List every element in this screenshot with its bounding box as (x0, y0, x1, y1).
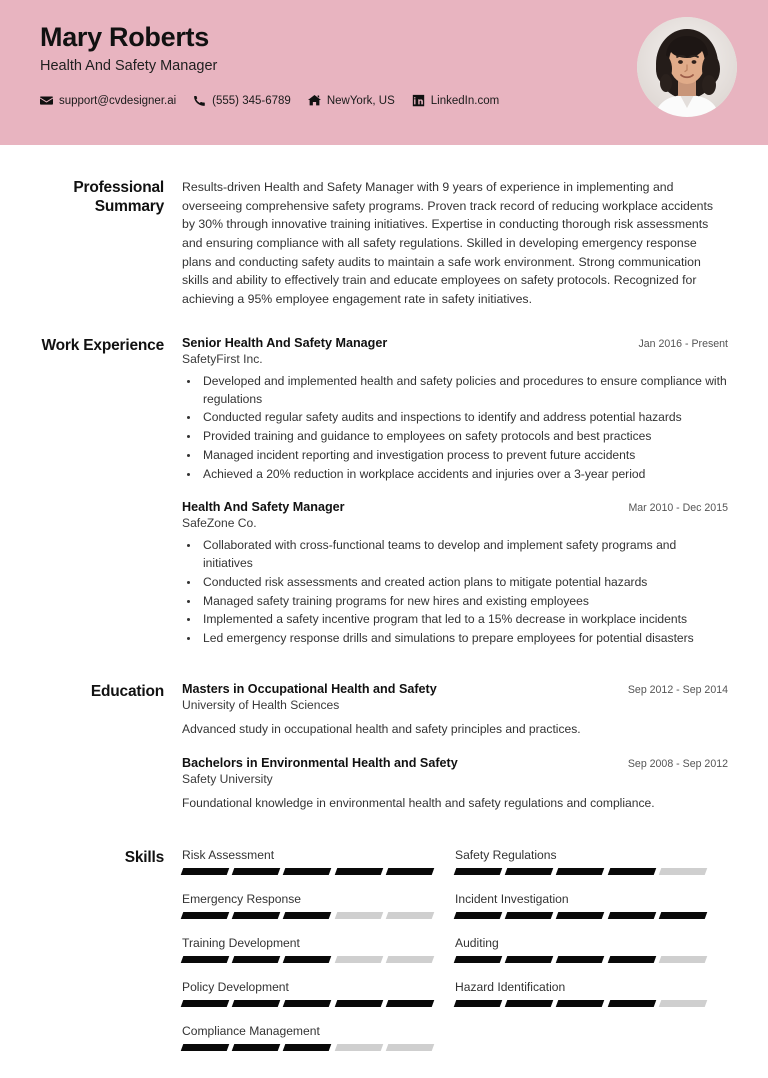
skill-level-bar (182, 956, 433, 963)
skill-level-segment (232, 1044, 281, 1051)
list-item: • Collaborated with cross-functional teams to develop and implement safety programs and initiatives (200, 537, 728, 573)
page-title: Mary Roberts (40, 22, 209, 52)
skill-name: Hazard Identification (455, 980, 566, 995)
skill-level-segment (181, 1044, 230, 1051)
skill-level-segment (386, 1044, 435, 1051)
envelope-icon (40, 94, 53, 107)
skill-item (182, 1024, 455, 1051)
education-description: Advanced study in occupational health and safety principles and practices. (182, 722, 581, 736)
skill-level-bar (455, 912, 706, 919)
work-date: Mar 2010 - Dec 2015 (628, 502, 728, 515)
skill-level-segment (232, 1000, 281, 1007)
skill-item (182, 892, 455, 919)
list-item: • Led emergency response drills and simulations to prepare employees for potential disasters (200, 630, 728, 648)
education-degree: Masters in Occupational Health and Safety (182, 682, 437, 696)
skill-level-segment (505, 1000, 554, 1007)
work-entry (182, 500, 728, 648)
education-description: Foundational knowledge in environmental health and safety regulations and compliance. (182, 795, 655, 810)
skill-name: Emergency Response (182, 892, 301, 907)
list-item: • Developed and implemented health and safety policies and procedures to ensure compliance with regulations (200, 373, 728, 409)
skill-level-segment (386, 868, 435, 875)
education-date: Sep 2008 - Sep 2012 (627, 757, 728, 770)
contact-email-label: support@cvdesigner.ai (59, 94, 177, 107)
skill-level-segment (659, 912, 708, 919)
section-professional-summary (40, 145, 728, 309)
list-item: • Implemented a safety incentive program that led to a 15% decrease in workplace incidents (200, 611, 728, 629)
skill-name: Safety Regulations (455, 848, 557, 863)
skill-level-segment (659, 868, 708, 875)
work-date: Jan 2016 - Present (638, 337, 728, 350)
work-entry (182, 336, 728, 484)
skill-item (455, 848, 728, 875)
list-item: • Conducted regular safety audits and inspections to identify and address potential hazards (200, 409, 728, 427)
skill-level-segment (454, 956, 503, 963)
skill-level-segment (283, 912, 332, 919)
education-date: Sep 2012 - Sep 2014 (627, 684, 728, 696)
skill-item (455, 936, 728, 963)
education-school: Safety University (182, 771, 273, 786)
home-icon (308, 94, 321, 107)
skill-level-segment (334, 868, 383, 875)
section-skills (40, 814, 728, 1068)
skill-level-segment (334, 1044, 383, 1051)
list-item: • Managed safety training programs for new hires and existing employees (200, 593, 728, 611)
skill-item (455, 892, 728, 919)
skill-level-segment (659, 956, 708, 963)
skill-level-segment (556, 912, 605, 919)
section-label-education: Education (90, 683, 164, 700)
skill-level-segment (607, 912, 656, 919)
skill-level-segment (334, 912, 383, 919)
contact-row (40, 94, 728, 107)
skill-name: Risk Assessment (182, 848, 275, 863)
skill-level-segment (232, 956, 281, 963)
section-work-experience (40, 309, 728, 650)
work-company: SafeZone Co. (182, 516, 257, 531)
skill-level-segment (283, 1044, 332, 1051)
contact-linkedin-label: LinkedIn.com (430, 94, 500, 107)
skill-item (182, 848, 455, 875)
skill-level-segment (181, 956, 230, 963)
skill-level-bar (182, 1044, 433, 1051)
skill-level-segment (454, 1000, 503, 1007)
skill-level-segment (386, 912, 435, 919)
skill-name: Policy Development (182, 980, 289, 995)
avatar (637, 17, 737, 117)
skill-name: Training Development (182, 936, 300, 951)
skill-level-segment (181, 868, 230, 875)
list-item: • Managed incident reporting and investigation process to prevent future accidents (200, 447, 728, 465)
skill-level-bar (182, 1000, 433, 1007)
work-title: Health And Safety Manager (182, 500, 345, 515)
section-label-work: Work Experience (41, 336, 164, 354)
skill-name: Incident Investigation (455, 892, 569, 907)
work-company: SafetyFirst Inc. (182, 351, 263, 366)
section-label-skills: Skills (124, 849, 164, 867)
skill-level-segment (556, 956, 605, 963)
summary-text: Results-driven Health and Safety Manager with 9 years of experience in implementing and overseeing comprehensive safety programs. Proven track record of reducing workplace accidents by 30% through innovative training initiatives. Expertise in conducting thorough risk assessments and ensuring compliance with all safety regulations. Skilled in developing emergency response plans and conducting safety audits to maintain a safe work environment. Strong communication skills and ability to effectively train and educate employees on safety protocols. Recognized for achieving a 95% employee engagement rate in safety initiatives. (182, 180, 714, 307)
skill-level-segment (556, 1000, 605, 1007)
section-education (40, 650, 728, 814)
skill-level-segment (505, 868, 554, 875)
skill-level-bar (182, 868, 433, 875)
skill-name: Compliance Management (182, 1024, 320, 1039)
skill-level-segment (334, 956, 383, 963)
contact-location-label: NewYork, US (326, 94, 395, 107)
resume-body (0, 145, 768, 1068)
skill-level-segment (181, 912, 230, 919)
skill-level-bar (455, 1000, 706, 1007)
skill-level-segment (607, 868, 656, 875)
contact-location[interactable] (308, 94, 395, 107)
section-label-summary: Professional Summary (73, 179, 164, 216)
skill-level-segment (386, 956, 435, 963)
linkedin-icon (412, 94, 425, 107)
work-bullets (200, 537, 728, 648)
work-title: Senior Health And Safety Manager (182, 335, 388, 350)
skill-level-segment (283, 1000, 332, 1007)
skill-item (455, 980, 728, 1007)
skill-level-bar (182, 912, 433, 919)
skill-level-segment (386, 1000, 435, 1007)
education-entry (182, 756, 728, 813)
contact-linkedin[interactable] (412, 94, 499, 107)
skill-name: Auditing (455, 936, 499, 951)
contact-phone[interactable] (193, 94, 291, 107)
skill-level-segment (283, 956, 332, 963)
phone-icon (193, 94, 206, 107)
skill-level-bar (455, 868, 706, 875)
contact-phone-label: (555) 345-6789 (212, 94, 291, 107)
education-entry (182, 682, 728, 739)
skill-level-segment (607, 1000, 656, 1007)
contact-email[interactable] (40, 94, 176, 107)
skill-item (182, 980, 455, 1007)
skill-level-segment (181, 1000, 230, 1007)
list-item: • Achieved a 20% reduction in workplace accidents and injuries over a 3-year period (200, 466, 728, 484)
skill-level-segment (505, 912, 554, 919)
skill-level-segment (283, 868, 332, 875)
work-bullets (200, 373, 728, 484)
skill-level-segment (556, 868, 605, 875)
skill-level-segment (659, 1000, 708, 1007)
skill-item (182, 936, 455, 963)
resume-header (0, 0, 768, 145)
skill-level-segment (505, 956, 554, 963)
list-item: • Provided training and guidance to employees on safety protocols and best practices (200, 428, 728, 446)
skill-level-segment (454, 868, 503, 875)
education-degree: Bachelors in Environmental Health and Safety (182, 755, 458, 770)
skill-level-segment (607, 956, 656, 963)
job-title: Health And Safety Manager (40, 58, 218, 75)
skill-level-segment (454, 912, 503, 919)
skill-level-bar (455, 956, 706, 963)
skill-level-segment (232, 868, 281, 875)
skill-level-segment (334, 1000, 383, 1007)
skills-grid (182, 848, 728, 1068)
education-school: University of Health Sciences (182, 698, 340, 712)
list-item: • Conducted risk assessments and created action plans to mitigate potential hazards (200, 574, 728, 592)
skill-level-segment (232, 912, 281, 919)
